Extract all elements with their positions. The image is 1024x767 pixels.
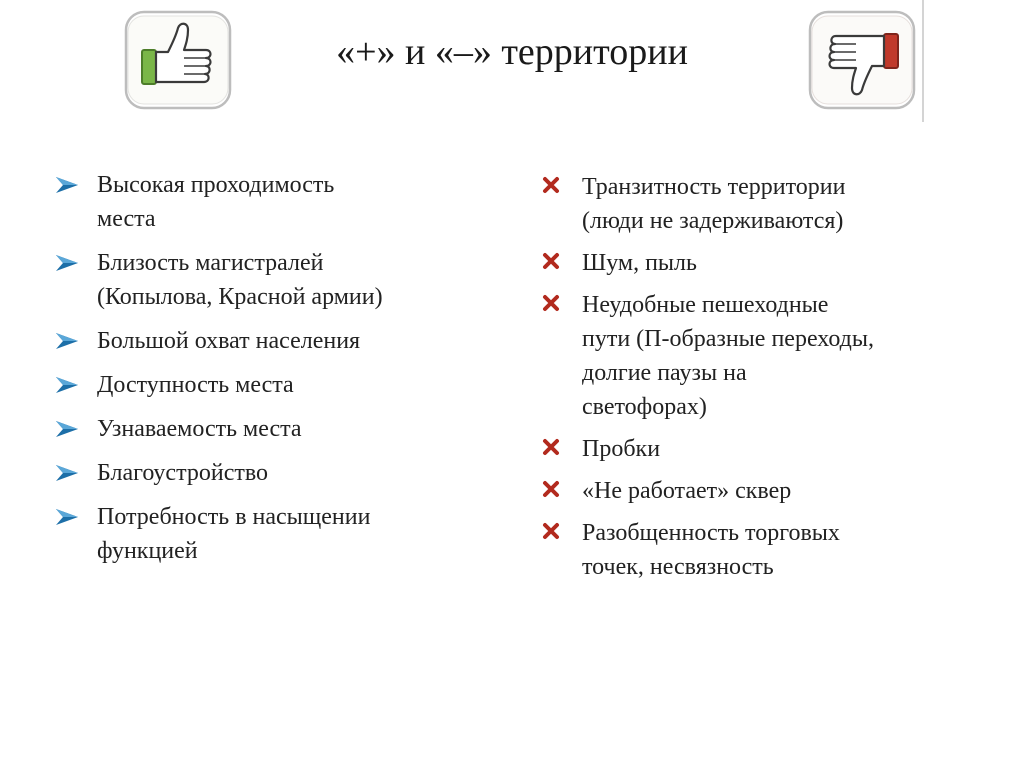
cross-bullet-icon (542, 294, 560, 312)
item-text-line: Благоустройство (97, 460, 269, 486)
arrow-bullet-icon (55, 418, 81, 440)
cross-bullet-icon (542, 438, 560, 456)
arrow-bullet-icon (55, 330, 81, 352)
cross-bullet-icon (542, 522, 560, 540)
arrow-bullet-icon (55, 462, 81, 484)
negative-item (540, 246, 980, 280)
item-text-line: Высокая проходимость (97, 172, 335, 198)
cross-bullet-icon (542, 252, 560, 270)
positive-item (55, 246, 475, 314)
item-text-line: долгие паузы на (582, 360, 747, 386)
positive-item (55, 412, 475, 446)
positive-item (55, 456, 475, 490)
item-text-line: Доступность места (97, 372, 294, 398)
negatives-list (540, 170, 980, 592)
item-text-line: Узнаваемость места (97, 416, 302, 442)
arrow-bullet-icon (55, 174, 81, 196)
item-text-line: Пробки (582, 436, 661, 462)
positive-item (55, 368, 475, 402)
negative-item (540, 432, 980, 466)
cross-bullet-icon (542, 176, 560, 194)
positive-item (55, 168, 475, 236)
item-text-line: «Не работает» сквер (582, 478, 792, 504)
positive-item (55, 324, 475, 358)
item-text-line: пути (П-образные переходы, (582, 326, 875, 352)
item-text-line: Разобщенность торговых (582, 520, 840, 546)
item-text-line: функцией (97, 538, 198, 564)
item-text-line: светофорах) (582, 394, 707, 420)
thumbs-down-icon (806, 8, 918, 112)
item-text-line: Неудобные пешеходные (582, 292, 829, 318)
negative-item (540, 516, 980, 584)
negative-item (540, 288, 980, 424)
item-text-line: точек, несвязность (582, 554, 774, 580)
negative-item (540, 170, 980, 238)
item-text-line: Транзитность территории (582, 174, 846, 200)
item-text-line: Близость магистралей (97, 250, 324, 276)
item-text-line: (Копылова, Красной армии) (97, 284, 383, 310)
item-text-line: Шум, пыль (582, 250, 697, 276)
positives-list (55, 168, 475, 578)
item-text-line: Большой охват населения (97, 328, 361, 354)
item-text-line: места (97, 206, 156, 232)
item-text-line: Потребность в насыщении (97, 504, 371, 530)
positive-item (55, 500, 475, 568)
arrow-bullet-icon (55, 252, 81, 274)
item-text-line: (люди не задерживаются) (582, 208, 844, 234)
arrow-bullet-icon (55, 506, 81, 528)
edge-divider (922, 0, 924, 122)
cross-bullet-icon (542, 480, 560, 498)
page-title: «+» и «–» территории (336, 31, 688, 73)
negative-item (540, 474, 980, 508)
arrow-bullet-icon (55, 374, 81, 396)
